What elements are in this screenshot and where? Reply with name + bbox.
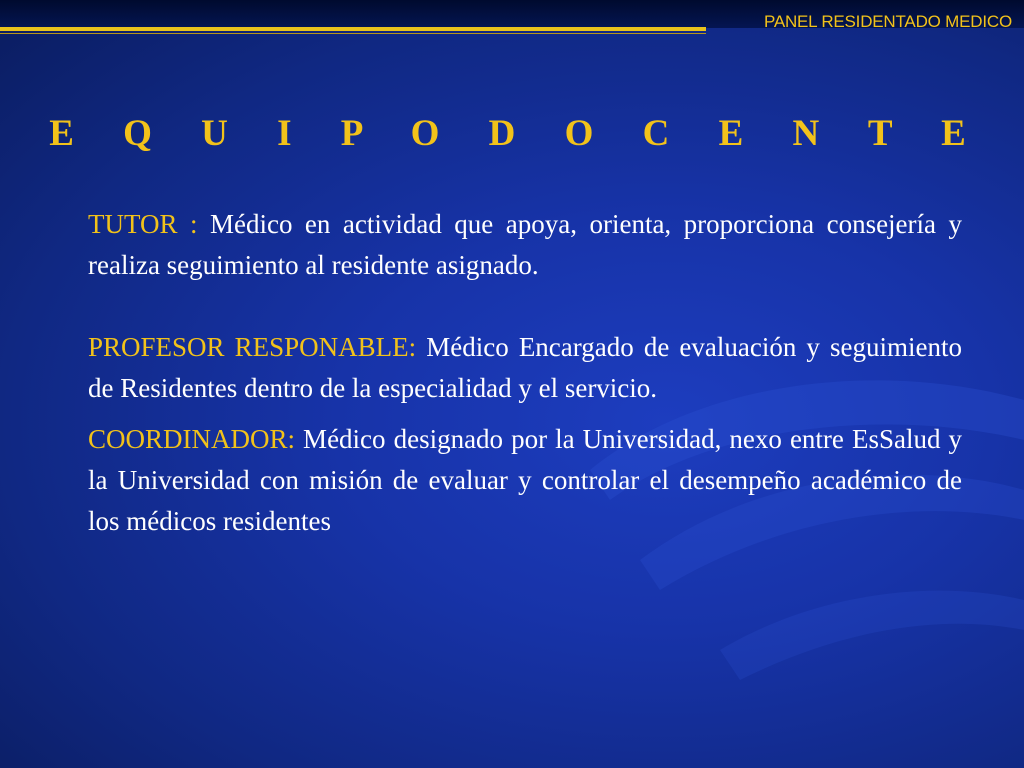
- definitions-list: [88, 204, 962, 542]
- header-rule: [0, 27, 706, 31]
- definition-term: PROFESOR RESPONABLE:: [88, 332, 417, 362]
- definition-tutor: [88, 204, 962, 286]
- definition-text: Médico Encargado de evaluación y seguimiento de Residentes dentro de la especialidad y el servicio.: [88, 332, 962, 403]
- definition-text: Médico en actividad que apoya, orienta, proporciona consejería y realiza seguimiento al residente asignado.: [88, 209, 962, 280]
- definition-term: TUTOR :: [88, 209, 198, 239]
- definition-coordinador: [88, 419, 962, 542]
- definition-text: Médico designado por la Universidad, nexo entre EsSalud y la Universidad con misión de evaluar y controlar el desempeño académico de los médicos residentes: [88, 424, 962, 536]
- definition-profesor-responsable: [88, 327, 962, 409]
- header-label: PANEL RESIDENTADO MEDICO: [763, 12, 1012, 31]
- header-rule-thin: [0, 33, 706, 34]
- slide-title: E Q U I P O D O C E N T E: [49, 113, 975, 154]
- definition-term: COORDINADOR:: [88, 424, 296, 454]
